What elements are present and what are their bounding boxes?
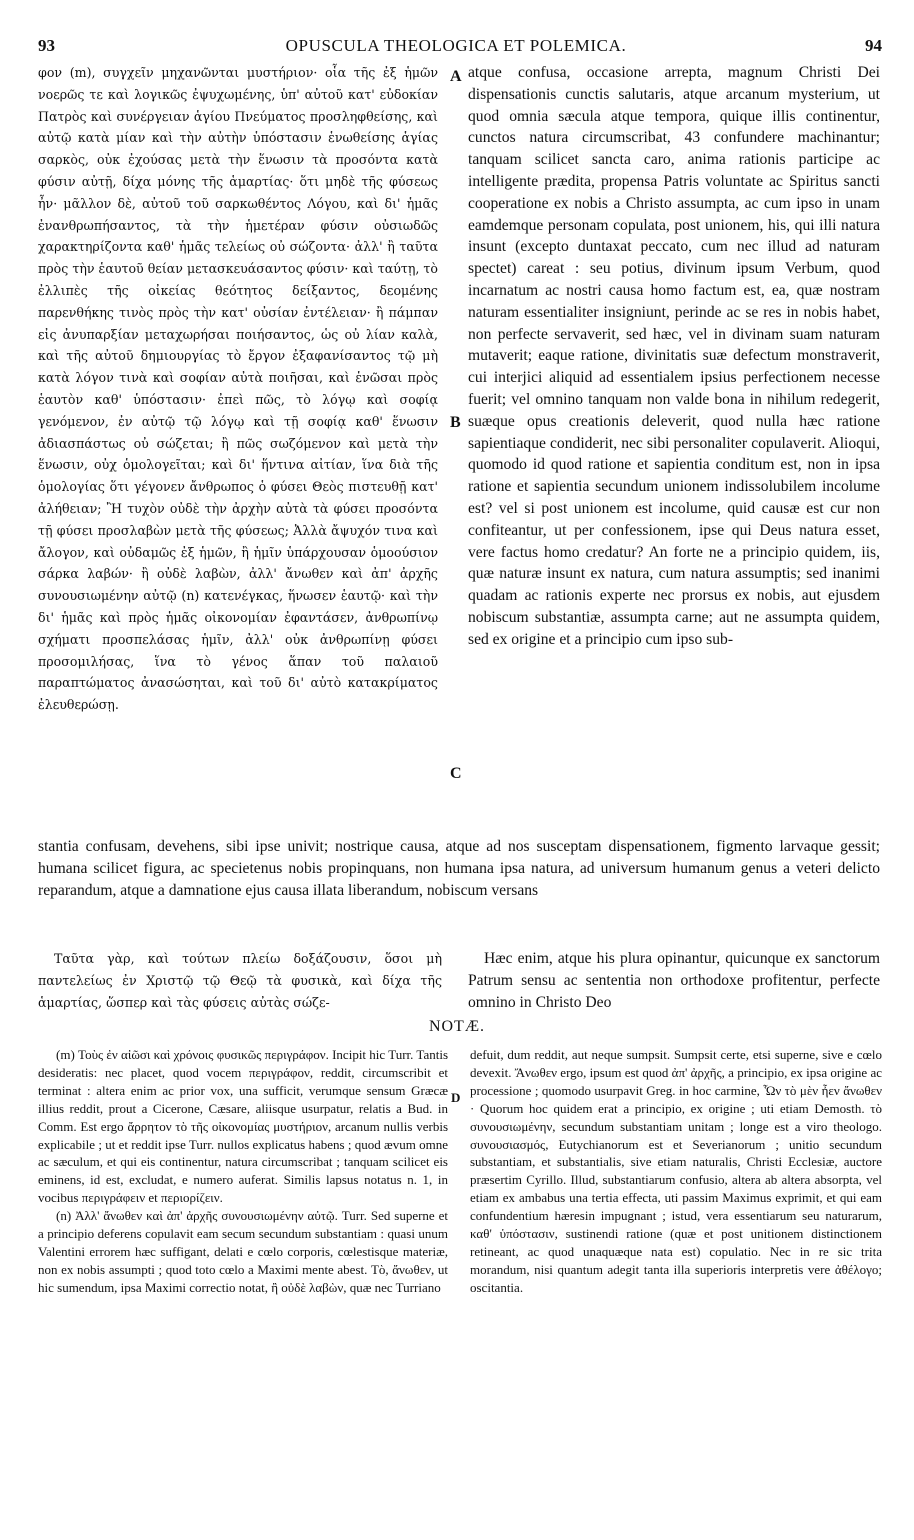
latin-text-column xyxy=(468,62,880,651)
latin-new-paragraph: Hæc enim, atque his plura opinantur, quicunque ex sanctorum Patrum sensu ac sententia non orthodoxe profitentur, perfecte omnino in Christo Deo xyxy=(468,950,880,1011)
notes-heading: NOTÆ. xyxy=(428,1018,486,1035)
running-title: OPUSCULA THEOLOGICA ET POLEMICA. xyxy=(285,36,627,55)
notes-right-column xyxy=(470,1046,882,1297)
greek-paragraph: φον (m), συγχεῖν μηχανῶνται μυστήριον· οἷα τῆς ἐξ ἡμῶν νοερῶς τε καὶ λογικῶς ἐψυχωμένης, ὑπ' αὐτοῦ κατ' εὐδοκίαν Πατρὸς καὶ συνέργειαν ἁγίου Πνεύματος προσληφθείσης, καὶ αὐτῷ κατὰ μίαν καὶ τὴν αὐτὴν ὑπόστασιν ἑνωθείσης ἁγίας σαρκὸς, οὐκ ἐχούσας μετὰ τὴν ἕνωσιν τὰ προσόντα κατὰ φύσιν αὐτῇ, δίχα μόνης τῆς ἁμαρτίας· ὅτι μηδὲ τῆς φύσεως ἦν· μᾶλλον δὲ, αὐτοῦ τοῦ σαρκωθέντος Λόγου, καὶ δι' ἡμᾶς ἐνανθρωπήσαντος, τὰ τὴν ἡμετέραν φύσιν οὐσιωδῶς χαρακτηρίζοντα καθ' ἡμᾶς τελείως οὐ σώζοντα· ἀλλ' ἢ ταῦτα πρὸς τὴν ἑαυτοῦ θείαν μετασκευάσαντος φύσιν· καὶ ταύτῃ, τὸ ἐλλιπὲς τῆς οἰκείας θεότητος δείξαντος, δεομένης παρενθήκης τινὸς πρὸς τὴν κατ' οὐσίαν ἐντέλειαν· ἢ πάμπαν εἰς ἀνυπαρξίαν μεταχωρήσαι ποιήσαντος, ὡς οὐ λίαν καλὰ, καὶ τῆς αὐτοῦ δημιουργίας τὸ ἔργον ἐξαφανίσαντος τῷ μὴ κατὰ λόγον τινὰ καὶ σοφίαν αὐτὰ ποιῆσαι, καὶ ἑνῶσαι πρὸς ἑαυτὸν καθ' ὑπόστασιν· ἐπεὶ πῶς, τὸ λόγῳ καὶ σοφίᾳ γενόμενον, ἐν αὐτῷ τῷ λόγῳ καὶ τῇ σοφίᾳ καθ' ἕνωσιν ἀδιασπάστως οὐ σώζεται; ἢ πῶς σωζόμενον καὶ μετὰ τὴν ἕνωσιν, οὐχ ὁμολογεῖται; καὶ δι' ἥντινα αἰτίαν, ἵνα διὰ τῆς ὁμολογίας ὅτι γέγονεν ἄνθρωπος ὁ φύσει Θεὸς πιστευθῇ κατ' ἀλήθειαν; Ἢ τυχὸν οὐδὲ τὴν ἀρχὴν αὐτὰ τὰ φύσει προσόντα τῇ φύσει προσλαβὼν μετὰ τῆς φύσεως; Ἀλλὰ ἄψυχόν τινα καὶ ἄλογον, καὶ οὐδαμῶς ἐξ ἡμῶν, ἢ ἡμῖν ὑπάρχουσαν ὁμοούσιον σάρκα λαβών· ἢ οὐδὲ λαβὼν, ἀλλ' ἄνωθεν καὶ ἀπ' ἀρχῆς συνουσιωμένην αὐτῷ (n) κατενέγκας, ἥνωσεν ἑαυτῷ· καὶ τὴν δι' ἡμᾶς καὶ πρὸς ἡμᾶς οἰκονομίαν ἐφαντάσεν, ἀνθρωπίνῳ σχήματι προσπελάσας ἡμῖν, ἀλλ' οὐκ ἀνθρωπίνῃ φύσει προσομιλήσας, ἵνα τὸ γένος ἅπαν τοῦ παλαιοῦ παραπτώματος ἀνασώσηται, καὶ τοῦ δι' αὐτὸ κατακρίματος ἐλευθερώσῃ. xyxy=(38,65,438,713)
page-header xyxy=(30,30,882,60)
page-number-left: 93 xyxy=(38,36,55,55)
page-number-right: 94 xyxy=(865,36,882,55)
latin-continuation-full-width: stantia confusam, devehens, sibi ipse univit; nostrique causa, atque ad nos susceptam dispensationem, figmento larvaque gessit; humana scilicet figura, ac specietenus nobis propinquans, non humana ipsa natura, ad universum humanum genus a veteri delicto reparandum, atque a damnatione ejus causa illata liberandum, nobiscum versans xyxy=(38,838,880,899)
note-n: (n) Ἀλλ' ἄνωθεν καὶ ἀπ' ἀρχῆς συνουσιωμένην αὐτῷ. Turr. Sed superne et a principio deferens copulavit eam secum secundum substantiam : quasi unum Valentini errorem hæc suffigant, delati e cœlo corporis, cœlestisque materiæ, non ex nobis assumpti ; quod toto cœlo a Maximi mente abest. Τὸ, ἄνωθεν, ut hic sumendum, ipsa Maximi correctio notat, ἢ οὐδὲ λαβὼν, quæ nec Turriano xyxy=(38,1208,448,1295)
greek-text-column xyxy=(38,62,438,716)
section-marker-b: B xyxy=(450,414,461,431)
latin-paragraph: atque confusa, occasione arrepta, magnum Christi Dei dispensationis cunctis salutaris, atque arcanum mysterium, ut quod omnia sæcula atque tempora, quique illis continentur, cunctos natura circumscribat, 43 confundere machinantur; tanquam scilicet sancta caro, anima rationis participe ac intelligente prædita, propensa Patris voluntate ac Spiritus sancti cooperatione ex nobis a Christo assumpta, ac cum ipso in unam eamdemque personam copulata, post unionem, his, qui illi natura insunt (excepto duntaxat peccato, cum nec illud ad naturam spectet) careat : seu potius, divinum ipsum Verbum, quod incarnatum ac nostri causa homo factum est, ea, quæ nostram naturam essentialiter insigniunt, perinde ac se res in nobis habet, non perfecte servaverit, sed hæc, vel in divinam suam naturam mutaverit; eaque ratione, divinitatis suæ defectum monstraverit, cui interjici aliquid ad essentialem ipsius perfectionem necesse fuerit; vel omnino tanquam non valde bona in nihilum redegerit, suæque opus creationis deleverit, quod nulla hæc ratione sapientiaque condiderit, nec sibi personaliter copulaverit. Alioqui, quomodo id quod ratione et sapientia conditum est, non in ipsa ratione et sapientia secundum unionem indissolubilem incolume est? vel si post unionem est incolume, quid causæ est cur non confiteantur, ut per confessionem, ipse qui Deus natura esset, vere factus homo credatur? An forte ne a principio quidem, iis, quæ naturæ insunt ex natura, cum natura assumptis; sed inanimi quadam ac rationis expertе nec prorsus ex nobis, aut ejusdem nobiscum substantiæ, assumpta carne; aut ne assumpta quidem, sed ex origine et a principio cum ipso sub- xyxy=(468,64,880,648)
greek-new-paragraph: Ταῦτα γὰρ, καὶ τούτων πλείω δοξάζουσιν, ὅσοι μὴ παντελείως ἐν Χριστῷ τῷ Θεῷ τὰ φυσικὰ, καὶ δίχα τῆς ἁμαρτίας, ὥσπερ καὶ τὰς φύσεις αὐτὰς σώζε- xyxy=(38,951,442,1010)
note-m: (m) Τοὺς ἐν αἰῶσι καὶ χρόνοις φυσικῶς περιγράφον. Incipit hic Turr. Tantis desideratis: nec placet, quod vocem περιγράφον, reddit, circumscribit et terminat : altera enim ac prior vox, una sufficit, verumque sensum Græcæ illius reddit, prout a Cicerone, Cæsare, aliisque usurpatur, relatis a Bud. in Comm. Est ergo ἄρρητον τὸ τῆς οἰκονομίας μυστήριον, arcanum nullis verbis explicabile ; ut et reddit ipse Turr. nullos explicatus habens ; quod ævum omne ac sæculum, et qui eis continentur, natura circumscribat ; tanquam scilicet eis eminens, id est, excludat, e numero auferat. Similis lapsus notatus n. 1, in vocibus περιγράφειν et περιορίζειν. xyxy=(38,1047,448,1206)
note-continuation: defuit, dum reddit, aut neque sumpsit. Sumpsit certe, etsi superne, sive e cœlo devexit. Ἄνωθεν ergo, ipsum est quod ἀπ' ἀρχῆς, a principio, ex ipsa origine ac processione ; quomodo usurpavit Greg. in hoc carmine, Ὧν τὸ μὲν ἦεν ἄνωθεν · Quorum hoc quidem erat a principio, ex origine ; uti etiam Demosth. τὸ συνουσιωμένην, secundum substantiam unitam ; longe est a viro theologo. συνουσιασμός, Eutychianorum est et Severianorum ; unitio secundum substantiam, et substantialis, sive etiam naturalis, Christi Ecclesiæ, auctore præsertim Cyrillo. Illud, substantiarum confusio, altera ab altera absorpta, vel etiam ex ambabus una tertia effecta, uti passim Maximus exprimit, et qui eam confundentium hæresin impugnant ; istud, vera essentiarum seu naturarum, καθ' ὑπόστασιν, sustinendi ratione (quæ et post unitionem distinctionem retineant, ac quod unaquæque nata est) copulatio. Nec in re sic trita morandum, nisi quantum adegit tanta illa superioris interpretis vere ἀθέλογο; oscitantia. xyxy=(470,1047,882,1295)
section-marker-d: D xyxy=(451,1090,461,1105)
section-marker-a: A xyxy=(450,68,462,85)
section-marker-c: C xyxy=(450,765,462,782)
notes-left-column xyxy=(38,1046,448,1297)
